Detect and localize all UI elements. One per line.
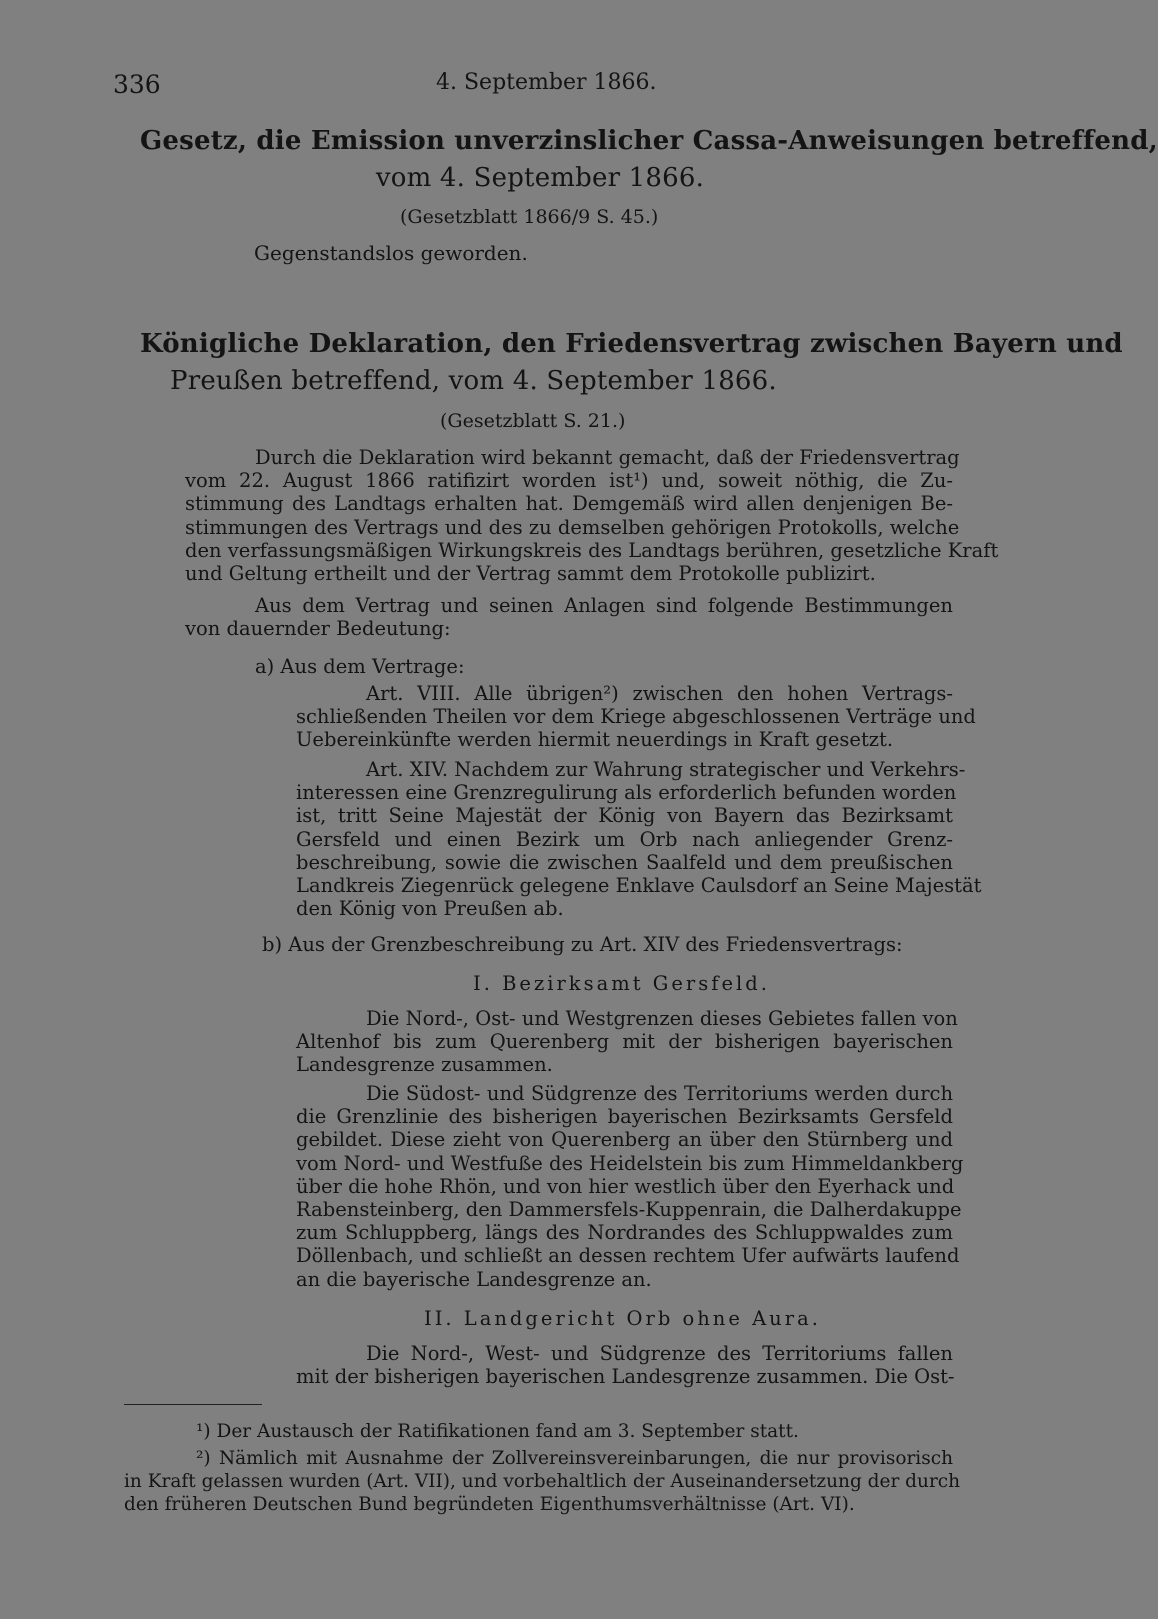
text-line: Die Südost- und Südgrenze des Territoriums werden durch xyxy=(366,1082,953,1105)
text-line: Rabensteinberg, den Dammersfels-Kuppenrain, die Dalherdakuppe xyxy=(296,1198,962,1222)
text-line: an die bayerische Landesgrenze an. xyxy=(296,1267,652,1291)
subsection-orb-title: II. Landgericht Orb ohne Aura. xyxy=(424,1307,821,1330)
text-line: mit der bisherigen bayerischen Landesgrenze zusammen. Die Ost- xyxy=(296,1365,955,1389)
text-line: gebildet. Diese zieht von Querenberg an über den Stürnberg und xyxy=(296,1128,953,1152)
text-line: Döllenbach, und schließt an dessen rechtem Ufer aufwärts laufend xyxy=(296,1244,960,1268)
item-b-heading: b) Aus der Grenzbeschreibung zu Art. XIV des Friedensvertrags: xyxy=(262,933,903,956)
text-line: vom 22. August 1866 ratifizirt worden ist¹) und, soweit nöthig, die Zu- xyxy=(185,469,953,493)
item-a-heading: a) Aus dem Vertrage: xyxy=(255,655,465,678)
text-line: Uebereinkünfte werden hiermit neuerdings in Kraft gesetzt. xyxy=(296,728,894,752)
text-line: beschreibung, sowie die zwischen Saalfeld und dem preußischen xyxy=(296,850,953,874)
article-viii xyxy=(296,682,976,752)
text-line: ist, tritt Seine Majestät der König von Bayern das Bezirksamt xyxy=(296,804,953,828)
section2-source: (Gesetzblatt S. 21.) xyxy=(440,410,626,432)
section1-title-line2: vom 4. September 1866. xyxy=(375,163,705,193)
text-line: über die hohe Rhön, und von hier westlich über den Eyerhack und xyxy=(296,1174,955,1198)
text-line: Die Nord-, Ost- und Westgrenzen dieses Gebietes fallen von xyxy=(366,1007,958,1030)
text-line: von dauernder Bedeutung: xyxy=(185,617,451,641)
provisions-intro xyxy=(185,594,953,640)
text-line: den König von Preußen ab. xyxy=(296,897,564,921)
page-header-date: 4. September 1866. xyxy=(436,70,657,95)
text-line: Aus dem Vertrag und seinen Anlagen sind folgende Bestimmungen xyxy=(255,594,953,617)
text-line: Die Nord-, West- und Südgrenze des Territoriums fallen xyxy=(366,1342,953,1365)
section1-source: (Gesetzblatt 1866/9 S. 45.) xyxy=(400,206,659,228)
text-line: ²) Nämlich mit Ausnahme der Zollvereinsvereinbarungen, die nur provisorisch xyxy=(196,1448,953,1469)
text-line: stimmung des Landtags erhalten hat. Demgemäß wird allen denjenigen Be- xyxy=(185,492,953,516)
section1-status: Gegenstandslos geworden. xyxy=(254,241,528,265)
text-line: Art. VIII. Alle übrigen²) zwischen den hohen Vertrags- xyxy=(366,682,953,705)
text-line: den früheren Deutschen Bund begründeten Eigenthumsverhältnisse (Art. VI). xyxy=(124,1494,855,1515)
text-line: Durch die Deklaration wird bekannt gemacht, daß der Friedensvertrag xyxy=(255,446,960,469)
text-line: den verfassungsmäßigen Wirkungskreis des Landtags berühren, gesetzliche Kraft xyxy=(185,538,999,562)
page-number: 336 xyxy=(113,70,161,99)
orb-paragraph-1 xyxy=(296,1342,953,1388)
text-line: vom Nord- und Westfuße des Heidelstein bis zum Himmeldankberg xyxy=(296,1151,964,1175)
footnote-2 xyxy=(124,1447,961,1516)
text-line: Art. XIV. Nachdem zur Wahrung strategischer und Verkehrs- xyxy=(366,758,966,781)
text-line: und Geltung ertheilt und der Vertrag sammt dem Protokolle publizirt. xyxy=(185,562,876,586)
text-line: zum Schluppberg, längs des Nordrandes des Schluppwaldes zum xyxy=(296,1221,953,1245)
text-line: Altenhof bis zum Querenberg mit der bisherigen bayerischen xyxy=(296,1030,953,1054)
section1-title-line1: Gesetz, die Emission unverzinslicher Cassa-Anweisungen betreffend, xyxy=(140,126,1158,156)
article-xiv xyxy=(296,758,982,921)
gersfeld-paragraph-2 xyxy=(296,1082,964,1291)
text-line: Landkreis Ziegenrück gelegene Enklave Caulsdorf an Seine Majestät xyxy=(296,874,982,898)
text-line: schließenden Theilen vor dem Kriege abgeschlossenen Verträge und xyxy=(296,705,976,729)
footnote-1: ¹) Der Austausch der Ratifikationen fand am 3. September statt. xyxy=(196,1421,799,1442)
text-line: interessen eine Grenzregulirung als erforderlich befunden worden xyxy=(296,781,957,805)
gersfeld-paragraph-1 xyxy=(296,1007,958,1077)
footnote-divider xyxy=(124,1404,262,1405)
subsection-gersfeld-title: I. Bezirksamt Gersfeld. xyxy=(473,972,770,995)
section2-title-line1: Königliche Deklaration, den Friedensvertrag zwischen Bayern und xyxy=(140,329,1123,359)
text-line: Gersfeld und einen Bezirk um Orb nach anliegender Grenz- xyxy=(296,827,953,851)
text-line: Landesgrenze zusammen. xyxy=(296,1053,553,1077)
section2-title-line2: Preußen betreffend, vom 4. September 1866. xyxy=(170,366,777,396)
text-line: stimmungen des Vertrags und des zu demselben gehörigen Protokolls, welche xyxy=(185,515,960,539)
text-line: in Kraft gelassen wurden (Art. VII), und vorbehaltlich der Auseinandersetzung der durch xyxy=(124,1471,961,1492)
declaration-paragraph xyxy=(185,446,999,586)
text-line: die Grenzlinie des bisherigen bayerischen Bezirksamts Gersfeld xyxy=(296,1105,953,1129)
